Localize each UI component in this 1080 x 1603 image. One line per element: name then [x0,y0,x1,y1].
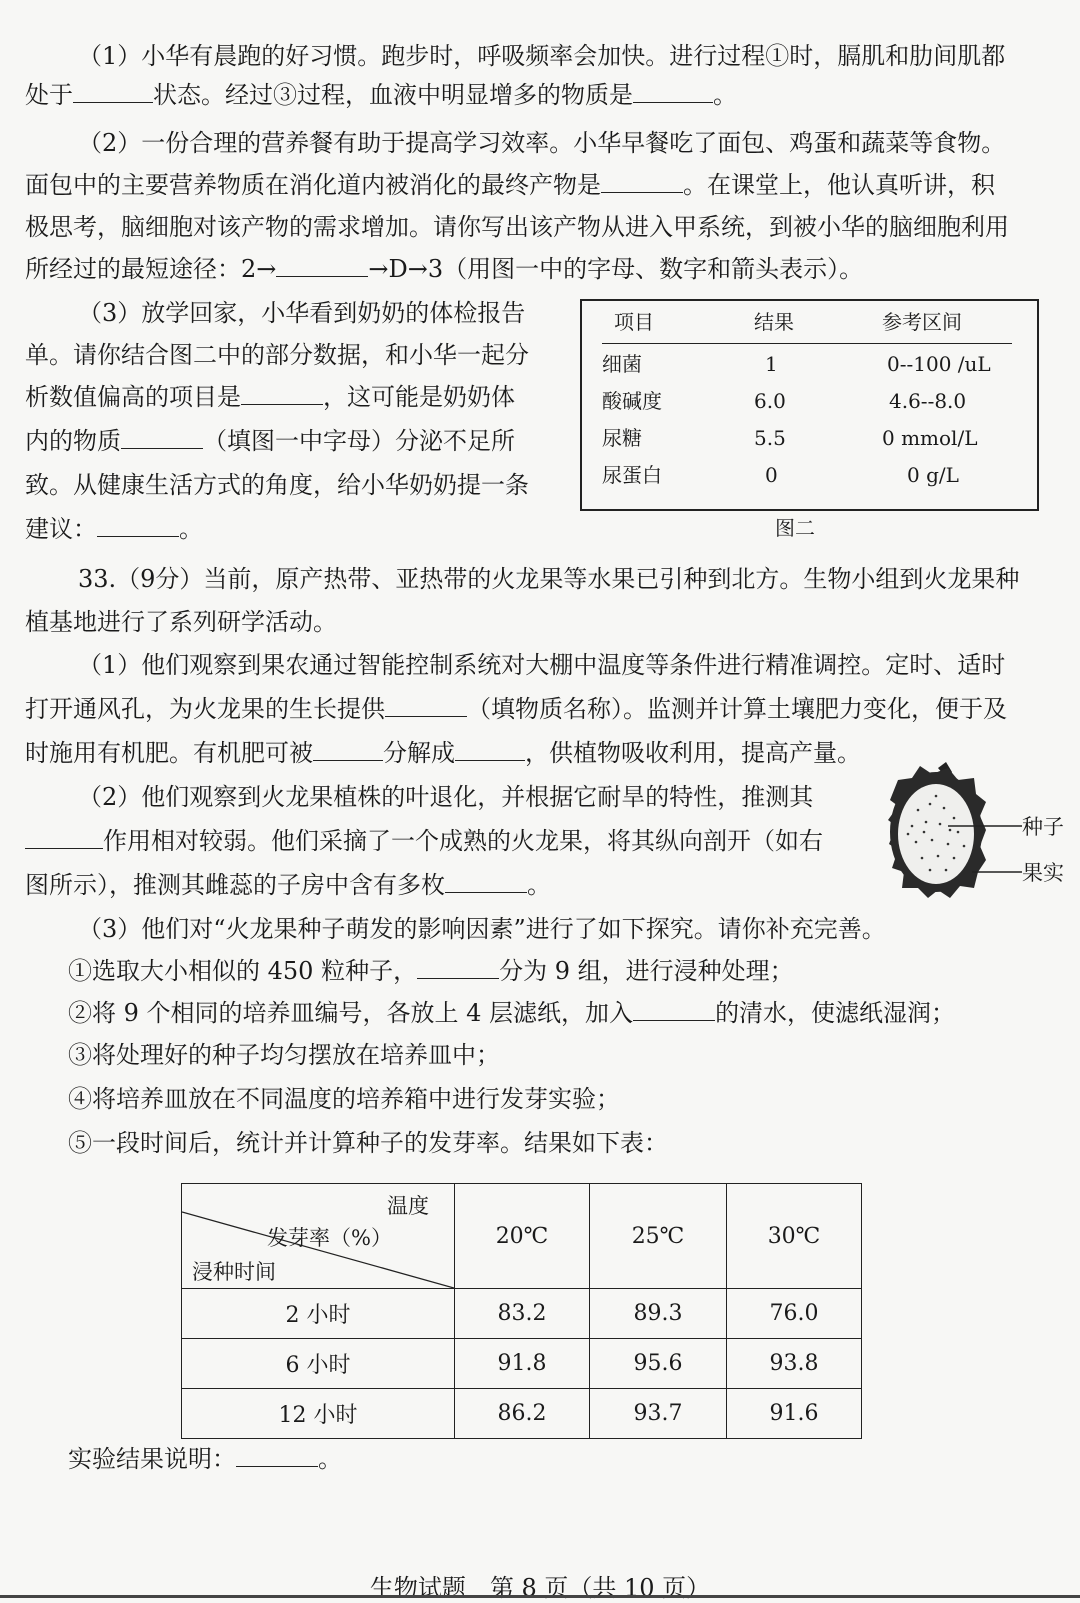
q1-text: 状态。经过③过程，血液中明显增多的物质是 [153,81,633,109]
corner-rate-label: 发芽率（%） [267,1226,392,1250]
conclusion-text: 实验结果说明： [68,1445,236,1473]
q3-line6 [25,514,203,544]
fig2-row [582,346,1037,382]
q3-line3 [25,382,515,412]
temp-header: 20℃ [455,1184,590,1289]
fig2-row [582,383,1037,419]
page-footer: 生物试题 第 8 页（共 10 页） [369,1574,711,1602]
answer-blank[interactable] [73,80,153,103]
q2-line2 [25,170,995,200]
fruit-label: 果实 [1022,861,1064,885]
step-1 [68,956,794,986]
answer-blank[interactable] [633,998,715,1021]
fig2-header-row [582,304,1037,340]
q2-line3: 极思考，脑细胞对该产物的需求增加。请你写出该产物从进入甲系统，到被小华的脑细胞利用 [25,213,1009,241]
corner-temperature-label: 温度 [387,1194,429,1218]
fig2-cell: 尿蛋白 [602,463,662,487]
step-5: ⑤一段时间后，统计并计算种子的发芽率。结果如下表： [68,1129,668,1157]
q2-text: 。在课堂上，他认真听讲，积 [683,171,995,199]
corner-soak-time-label: 浸种时间 [192,1260,276,1284]
step-text: ②将 9 个相同的培养皿编号，各放上 4 层滤纸，加入 [68,999,634,1027]
q3-text: 建议： [25,515,97,543]
q1-line2 [25,80,737,110]
q33-text: 。 [527,871,551,899]
table-row [182,1289,862,1339]
answer-blank[interactable] [417,956,499,979]
q33-p1-line2 [25,694,1007,724]
step-3: ③将处理好的种子均匀摆放在培养皿中； [68,1041,500,1069]
answer-blank[interactable] [25,826,103,849]
fig2-header: 项目 [614,310,654,334]
soak-time-cell: 12 小时 [182,1389,455,1439]
fig2-row [582,420,1037,456]
conclusion-line [68,1444,342,1474]
fig2-cell: 6.0 [754,389,786,413]
q2-text: 面包中的主要营养物质在消化道内被消化的最终产物是 [25,171,601,199]
soak-time-cell: 6 小时 [182,1339,455,1389]
fig2-divider [602,343,1012,344]
fig2-row [582,457,1037,493]
fig2-cell: 0 g/L [907,463,959,487]
q33-p2-line1: （2）他们观察到火龙果植株的叶退化，并根据它耐旱的特性，推测其 [78,783,814,811]
q3-text: （填图一中字母）分泌不足所 [203,427,515,455]
q2-line1: （2）一份合理的营养餐有助于提高学习效率。小华早餐吃了面包、鸡蛋和蔬菜等食物。 [78,129,1006,157]
q33-text: （填物质名称）。监测并计算土壤肥力变化，便于及 [467,695,1007,723]
q33-p1-line1: （1）他们观察到果农通过智能控制系统对大棚中温度等条件进行精准调控。定时、适时 [78,651,1006,679]
temp-header: 25℃ [590,1184,727,1289]
fig2-cell: 1 [765,352,778,376]
q33-line2: 植基地进行了系列研学活动。 [25,608,337,636]
q33-p1-line3 [25,738,861,768]
q33-p2-line3 [25,870,551,900]
q3-text: 内的物质 [25,427,121,455]
table-row [182,1339,862,1389]
rate-cell: 86.2 [455,1389,590,1439]
q33-text: 打开通风孔，为火龙果的生长提供 [25,695,385,723]
fig2-cell: 0 mmol/L [882,426,978,450]
soak-time-cell: 2 小时 [182,1289,455,1339]
conclusion-text: 。 [318,1445,342,1473]
fig2-header: 参考区间 [882,310,962,334]
rate-cell: 83.2 [455,1289,590,1339]
dragon-fruit-cross-section [888,760,1078,904]
figure-2-report-table [580,299,1039,511]
q3-text: 析数值偏高的项目是 [25,383,241,411]
answer-blank[interactable] [241,382,323,405]
q3-line4 [25,426,515,456]
q33-text: 作用相对较弱。他们采摘了一个成熟的火龙果，将其纵向剖开（如右 [103,827,823,855]
germination-results-table [181,1183,862,1439]
answer-blank[interactable] [455,738,525,761]
answer-blank[interactable] [445,870,527,893]
fig2-cell: 5.5 [754,426,786,450]
fig2-cell: 细菌 [602,352,642,376]
q33-line1: 33.（9分）当前，原产热带、亚热带的火龙果等水果已引种到北方。生物小组到火龙果种 [78,565,1020,593]
table-corner-cell [182,1184,455,1289]
q2-text: 所经过的最短途径：2→ [25,255,277,283]
step-4: ④将培养皿放在不同温度的培养箱中进行发芽实验； [68,1085,620,1113]
fig2-cell: 0--100 /uL [887,352,991,376]
table-header-row [182,1184,862,1289]
q3-line2: 单。请你结合图二中的部分数据，和小华一起分 [25,341,529,369]
fig2-cell: 尿糖 [602,426,642,450]
fig2-header: 结果 [754,310,794,334]
rate-cell: 93.7 [590,1389,727,1439]
answer-blank[interactable] [276,254,368,277]
q33-text: ，供植物吸收利用，提高产量。 [525,739,861,767]
rate-cell: 76.0 [727,1289,862,1339]
step-text: 分为 9 组，进行浸种处理； [499,957,794,985]
q2-text: →D→3（用图一中的字母、数字和箭头表示）。 [368,255,864,283]
rate-cell: 93.8 [727,1339,862,1389]
temp-header: 30℃ [727,1184,862,1289]
rate-cell: 89.3 [590,1289,727,1339]
q33-text: 时施用有机肥。有机肥可被 [25,739,313,767]
q33-text: 图所示），推测其雌蕊的子房中含有多枚 [25,871,445,899]
q1-text: 处于 [25,81,73,109]
fig2-cell: 4.6--8.0 [889,389,967,413]
q33-text: 分解成 [383,739,455,767]
rate-cell: 91.6 [727,1389,862,1439]
answer-blank[interactable] [633,80,713,103]
seed-label: 种子 [1022,815,1064,839]
table-row [182,1389,862,1439]
step-text: ①选取大小相似的 450 粒种子， [68,957,418,985]
answer-blank[interactable] [236,1444,318,1467]
q3-line1: （3）放学回家，小华看到奶奶的体检报告 [78,299,526,327]
figure-2-caption: 图二 [775,516,815,540]
answer-blank[interactable] [97,514,179,537]
answer-blank[interactable] [313,738,383,761]
q3-text: ，这可能是奶奶体 [323,383,515,411]
answer-blank[interactable] [601,170,683,193]
step-2 [68,998,955,1028]
fig2-cell: 0 [765,463,778,487]
q1-line1: （1）小华有晨跑的好习惯。跑步时，呼吸频率会加快。进行过程①时，膈肌和肋间肌都 [78,42,1006,70]
q3-line5: 致。从健康生活方式的角度，给小华奶奶提一条 [25,471,529,499]
answer-blank[interactable] [121,426,203,449]
step-text: 的清水，使滤纸湿润； [715,999,956,1027]
rate-cell: 91.8 [455,1339,590,1389]
q2-line4 [25,254,863,284]
q33-p2-line2 [25,826,823,856]
answer-blank[interactable] [385,694,467,717]
rate-cell: 95.6 [590,1339,727,1389]
q3-text: 。 [179,515,203,543]
fig2-cell: 酸碱度 [602,389,662,413]
q33-p3-line1: （3）他们对“火龙果种子萌发的影响因素”进行了如下探究。请你补充完善。 [78,915,886,943]
q1-text: 。 [713,81,737,109]
